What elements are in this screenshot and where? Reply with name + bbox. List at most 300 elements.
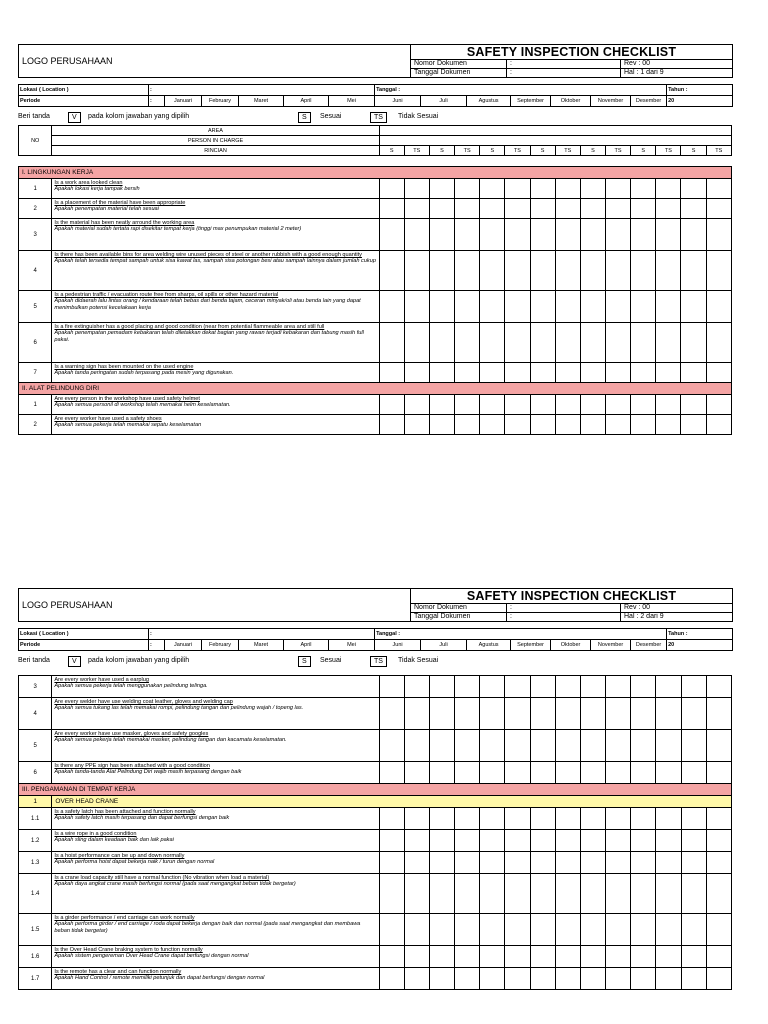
tidak-sesuai-check-cell[interactable] xyxy=(455,199,480,219)
tidak-sesuai-check-cell[interactable] xyxy=(706,363,731,383)
month-dec[interactable]: Desember xyxy=(631,96,667,107)
sesuai-check-cell[interactable] xyxy=(480,946,505,968)
sesuai-check-cell[interactable] xyxy=(681,762,706,784)
tidak-sesuai-check-cell[interactable] xyxy=(505,251,530,291)
tidak-sesuai-check-cell[interactable] xyxy=(555,395,580,415)
tidak-sesuai-check-cell[interactable] xyxy=(555,852,580,874)
tidak-sesuai-check-cell[interactable] xyxy=(555,291,580,323)
sesuai-check-cell[interactable] xyxy=(580,852,605,874)
sesuai-check-cell[interactable] xyxy=(379,323,404,363)
tidak-sesuai-check-cell[interactable] xyxy=(455,251,480,291)
tidak-sesuai-check-cell[interactable] xyxy=(706,676,731,698)
sesuai-check-cell[interactable] xyxy=(681,808,706,830)
tidak-sesuai-check-cell[interactable] xyxy=(455,698,480,730)
sesuai-check-cell[interactable] xyxy=(681,914,706,946)
sesuai-check-cell[interactable] xyxy=(379,219,404,251)
sesuai-check-cell[interactable] xyxy=(631,874,656,914)
sesuai-check-cell[interactable] xyxy=(379,730,404,762)
tidak-sesuai-check-cell[interactable] xyxy=(706,808,731,830)
sesuai-check-cell[interactable] xyxy=(480,698,505,730)
sesuai-check-cell[interactable] xyxy=(681,946,706,968)
tidak-sesuai-check-cell[interactable] xyxy=(555,415,580,435)
month-feb-2[interactable]: February xyxy=(202,640,239,651)
tidak-sesuai-check-cell[interactable] xyxy=(555,219,580,251)
sesuai-check-cell[interactable] xyxy=(429,968,454,990)
tidak-sesuai-check-cell[interactable] xyxy=(555,676,580,698)
sesuai-check-cell[interactable] xyxy=(530,808,555,830)
tidak-sesuai-check-cell[interactable] xyxy=(505,968,530,990)
tidak-sesuai-check-cell[interactable] xyxy=(505,415,530,435)
tidak-sesuai-check-cell[interactable] xyxy=(555,199,580,219)
tidak-sesuai-check-cell[interactable] xyxy=(706,395,731,415)
tidak-sesuai-check-cell[interactable] xyxy=(404,179,429,199)
tidak-sesuai-check-cell[interactable] xyxy=(404,830,429,852)
sesuai-check-cell[interactable] xyxy=(631,219,656,251)
tidak-sesuai-check-cell[interactable] xyxy=(606,730,631,762)
tidak-sesuai-check-cell[interactable] xyxy=(606,830,631,852)
sesuai-check-cell[interactable] xyxy=(580,323,605,363)
tidak-sesuai-check-cell[interactable] xyxy=(404,415,429,435)
tidak-sesuai-check-cell[interactable] xyxy=(455,852,480,874)
tidak-sesuai-check-cell[interactable] xyxy=(656,676,681,698)
sesuai-check-cell[interactable] xyxy=(379,808,404,830)
sesuai-check-cell[interactable] xyxy=(631,323,656,363)
sesuai-check-cell[interactable] xyxy=(530,730,555,762)
tidak-sesuai-check-cell[interactable] xyxy=(656,395,681,415)
tidak-sesuai-check-cell[interactable] xyxy=(505,914,530,946)
tidak-sesuai-check-cell[interactable] xyxy=(656,179,681,199)
sesuai-check-cell[interactable] xyxy=(530,395,555,415)
sesuai-check-cell[interactable] xyxy=(429,874,454,914)
sesuai-check-cell[interactable] xyxy=(580,395,605,415)
month-jul[interactable]: Juli xyxy=(421,96,467,107)
tidak-sesuai-check-cell[interactable] xyxy=(656,199,681,219)
month-feb[interactable]: February xyxy=(202,96,239,107)
tidak-sesuai-check-cell[interactable] xyxy=(505,219,530,251)
month-aug[interactable]: Agustus xyxy=(467,96,511,107)
sesuai-check-cell[interactable] xyxy=(580,874,605,914)
sesuai-check-cell[interactable] xyxy=(681,874,706,914)
tidak-sesuai-check-cell[interactable] xyxy=(606,914,631,946)
tidak-sesuai-check-cell[interactable] xyxy=(555,730,580,762)
tidak-sesuai-check-cell[interactable] xyxy=(404,914,429,946)
month-sep-2[interactable]: September xyxy=(511,640,551,651)
sesuai-check-cell[interactable] xyxy=(429,415,454,435)
tidak-sesuai-check-cell[interactable] xyxy=(706,968,731,990)
tidak-sesuai-check-cell[interactable] xyxy=(605,251,630,291)
sesuai-check-cell[interactable] xyxy=(429,808,454,830)
tidak-sesuai-check-cell[interactable] xyxy=(404,251,429,291)
tidak-sesuai-check-cell[interactable] xyxy=(404,698,429,730)
sesuai-check-cell[interactable] xyxy=(379,415,404,435)
sesuai-check-cell[interactable] xyxy=(429,251,454,291)
sesuai-check-cell[interactable] xyxy=(530,291,555,323)
sesuai-check-cell[interactable] xyxy=(631,291,656,323)
sesuai-check-cell[interactable] xyxy=(580,762,605,784)
tidak-sesuai-check-cell[interactable] xyxy=(404,323,429,363)
sesuai-check-cell[interactable] xyxy=(480,415,505,435)
tidak-sesuai-check-cell[interactable] xyxy=(455,808,480,830)
tidak-sesuai-check-cell[interactable] xyxy=(656,830,681,852)
month-jun[interactable]: Juni xyxy=(375,96,421,107)
tidak-sesuai-check-cell[interactable] xyxy=(505,762,530,784)
tidak-sesuai-check-cell[interactable] xyxy=(656,946,681,968)
tidak-sesuai-check-cell[interactable] xyxy=(605,219,630,251)
month-oct-2[interactable]: Oktober xyxy=(551,640,591,651)
sesuai-check-cell[interactable] xyxy=(681,698,706,730)
sesuai-check-cell[interactable] xyxy=(530,199,555,219)
tidak-sesuai-check-cell[interactable] xyxy=(555,968,580,990)
sesuai-check-cell[interactable] xyxy=(530,179,555,199)
tidak-sesuai-check-cell[interactable] xyxy=(555,830,580,852)
sesuai-check-cell[interactable] xyxy=(530,363,555,383)
tidak-sesuai-check-cell[interactable] xyxy=(404,199,429,219)
tidak-sesuai-check-cell[interactable] xyxy=(404,808,429,830)
tidak-sesuai-check-cell[interactable] xyxy=(606,676,631,698)
sesuai-check-cell[interactable] xyxy=(631,698,656,730)
tidak-sesuai-check-cell[interactable] xyxy=(404,730,429,762)
tidak-sesuai-check-cell[interactable] xyxy=(606,762,631,784)
sesuai-check-cell[interactable] xyxy=(580,730,605,762)
area-cells[interactable] xyxy=(379,126,731,136)
tidak-sesuai-check-cell[interactable] xyxy=(505,363,530,383)
tidak-sesuai-check-cell[interactable] xyxy=(656,323,681,363)
tidak-sesuai-check-cell[interactable] xyxy=(505,946,530,968)
sesuai-check-cell[interactable] xyxy=(379,179,404,199)
sesuai-check-cell[interactable] xyxy=(631,179,656,199)
sesuai-check-cell[interactable] xyxy=(429,852,454,874)
sesuai-check-cell[interactable] xyxy=(631,762,656,784)
tidak-sesuai-check-cell[interactable] xyxy=(455,946,480,968)
tidak-sesuai-check-cell[interactable] xyxy=(505,852,530,874)
tidak-sesuai-check-cell[interactable] xyxy=(455,730,480,762)
sesuai-check-cell[interactable] xyxy=(480,676,505,698)
tidak-sesuai-check-cell[interactable] xyxy=(706,730,731,762)
tidak-sesuai-check-cell[interactable] xyxy=(505,395,530,415)
sesuai-check-cell[interactable] xyxy=(681,415,706,435)
sesuai-check-cell[interactable] xyxy=(429,395,454,415)
tidak-sesuai-check-cell[interactable] xyxy=(656,698,681,730)
tidak-sesuai-check-cell[interactable] xyxy=(706,852,731,874)
tidak-sesuai-check-cell[interactable] xyxy=(706,415,731,435)
sesuai-check-cell[interactable] xyxy=(429,676,454,698)
tidak-sesuai-check-cell[interactable] xyxy=(505,291,530,323)
sesuai-check-cell[interactable] xyxy=(631,730,656,762)
tidak-sesuai-check-cell[interactable] xyxy=(605,291,630,323)
tidak-sesuai-check-cell[interactable] xyxy=(404,363,429,383)
tidak-sesuai-check-cell[interactable] xyxy=(656,914,681,946)
sesuai-check-cell[interactable] xyxy=(631,808,656,830)
tidak-sesuai-check-cell[interactable] xyxy=(706,830,731,852)
sesuai-check-cell[interactable] xyxy=(580,914,605,946)
sesuai-check-cell[interactable] xyxy=(480,730,505,762)
tidak-sesuai-check-cell[interactable] xyxy=(656,762,681,784)
sesuai-check-cell[interactable] xyxy=(480,808,505,830)
sesuai-check-cell[interactable] xyxy=(681,363,706,383)
sesuai-check-cell[interactable] xyxy=(429,762,454,784)
tidak-sesuai-check-cell[interactable] xyxy=(605,323,630,363)
month-mar[interactable]: Maret xyxy=(239,96,284,107)
tidak-sesuai-check-cell[interactable] xyxy=(656,852,681,874)
year-value[interactable]: 20 xyxy=(667,96,733,107)
sesuai-check-cell[interactable] xyxy=(580,830,605,852)
sesuai-check-cell[interactable] xyxy=(379,363,404,383)
sesuai-check-cell[interactable] xyxy=(480,219,505,251)
tidak-sesuai-check-cell[interactable] xyxy=(404,291,429,323)
sesuai-check-cell[interactable] xyxy=(631,676,656,698)
tidak-sesuai-check-cell[interactable] xyxy=(555,179,580,199)
tidak-sesuai-check-cell[interactable] xyxy=(455,179,480,199)
tidak-sesuai-check-cell[interactable] xyxy=(656,219,681,251)
sesuai-check-cell[interactable] xyxy=(580,251,605,291)
sesuai-check-cell[interactable] xyxy=(631,852,656,874)
tidak-sesuai-check-cell[interactable] xyxy=(706,698,731,730)
sesuai-check-cell[interactable] xyxy=(379,914,404,946)
month-oct[interactable]: Oktober xyxy=(551,96,591,107)
tidak-sesuai-check-cell[interactable] xyxy=(555,363,580,383)
sesuai-check-cell[interactable] xyxy=(480,291,505,323)
tidak-sesuai-check-cell[interactable] xyxy=(404,852,429,874)
sesuai-check-cell[interactable] xyxy=(530,946,555,968)
sesuai-check-cell[interactable] xyxy=(429,914,454,946)
sesuai-check-cell[interactable] xyxy=(429,219,454,251)
sesuai-check-cell[interactable] xyxy=(379,395,404,415)
sesuai-check-cell[interactable] xyxy=(429,830,454,852)
sesuai-check-cell[interactable] xyxy=(530,251,555,291)
tidak-sesuai-check-cell[interactable] xyxy=(656,874,681,914)
sesuai-check-cell[interactable] xyxy=(631,968,656,990)
tidak-sesuai-check-cell[interactable] xyxy=(555,251,580,291)
tidak-sesuai-check-cell[interactable] xyxy=(455,363,480,383)
sesuai-check-cell[interactable] xyxy=(631,395,656,415)
sesuai-check-cell[interactable] xyxy=(681,852,706,874)
tidak-sesuai-check-cell[interactable] xyxy=(605,199,630,219)
tidak-sesuai-check-cell[interactable] xyxy=(455,874,480,914)
sesuai-check-cell[interactable] xyxy=(530,874,555,914)
tidak-sesuai-check-cell[interactable] xyxy=(455,762,480,784)
tidak-sesuai-check-cell[interactable] xyxy=(656,363,681,383)
tidak-sesuai-check-cell[interactable] xyxy=(706,291,731,323)
sesuai-check-cell[interactable] xyxy=(580,698,605,730)
tidak-sesuai-check-cell[interactable] xyxy=(455,914,480,946)
sesuai-check-cell[interactable] xyxy=(580,363,605,383)
tidak-sesuai-check-cell[interactable] xyxy=(455,323,480,363)
tidak-sesuai-check-cell[interactable] xyxy=(505,676,530,698)
sesuai-check-cell[interactable] xyxy=(480,199,505,219)
tidak-sesuai-check-cell[interactable] xyxy=(455,219,480,251)
tidak-sesuai-check-cell[interactable] xyxy=(706,874,731,914)
sesuai-check-cell[interactable] xyxy=(480,395,505,415)
sesuai-check-cell[interactable] xyxy=(429,698,454,730)
sesuai-check-cell[interactable] xyxy=(681,676,706,698)
month-aug-2[interactable]: Agustus xyxy=(467,640,511,651)
tidak-sesuai-check-cell[interactable] xyxy=(706,946,731,968)
tidak-sesuai-check-cell[interactable] xyxy=(404,676,429,698)
tidak-sesuai-check-cell[interactable] xyxy=(706,199,731,219)
sesuai-check-cell[interactable] xyxy=(580,199,605,219)
tidak-sesuai-check-cell[interactable] xyxy=(404,946,429,968)
sesuai-check-cell[interactable] xyxy=(530,762,555,784)
sesuai-check-cell[interactable] xyxy=(379,830,404,852)
location-value[interactable]: : xyxy=(149,85,375,96)
tidak-sesuai-check-cell[interactable] xyxy=(605,363,630,383)
tidak-sesuai-check-cell[interactable] xyxy=(656,730,681,762)
tidak-sesuai-check-cell[interactable] xyxy=(404,219,429,251)
sesuai-check-cell[interactable] xyxy=(480,363,505,383)
tidak-sesuai-check-cell[interactable] xyxy=(555,874,580,914)
tidak-sesuai-check-cell[interactable] xyxy=(706,251,731,291)
month-sep[interactable]: September xyxy=(511,96,551,107)
tidak-sesuai-check-cell[interactable] xyxy=(404,968,429,990)
sesuai-check-cell[interactable] xyxy=(429,199,454,219)
tidak-sesuai-check-cell[interactable] xyxy=(455,395,480,415)
tidak-sesuai-check-cell[interactable] xyxy=(505,323,530,363)
sesuai-check-cell[interactable] xyxy=(530,323,555,363)
sesuai-check-cell[interactable] xyxy=(580,808,605,830)
tidak-sesuai-check-cell[interactable] xyxy=(606,874,631,914)
month-may[interactable]: Mei xyxy=(329,96,375,107)
tidak-sesuai-check-cell[interactable] xyxy=(706,914,731,946)
sesuai-check-cell[interactable] xyxy=(681,323,706,363)
sesuai-check-cell[interactable] xyxy=(681,395,706,415)
sesuai-check-cell[interactable] xyxy=(480,914,505,946)
tidak-sesuai-check-cell[interactable] xyxy=(505,808,530,830)
location-value-2[interactable]: : xyxy=(149,629,375,640)
sesuai-check-cell[interactable] xyxy=(429,291,454,323)
sesuai-check-cell[interactable] xyxy=(379,946,404,968)
tidak-sesuai-check-cell[interactable] xyxy=(656,808,681,830)
sesuai-check-cell[interactable] xyxy=(379,199,404,219)
sesuai-check-cell[interactable] xyxy=(530,676,555,698)
sesuai-check-cell[interactable] xyxy=(631,199,656,219)
tidak-sesuai-check-cell[interactable] xyxy=(404,762,429,784)
tidak-sesuai-check-cell[interactable] xyxy=(505,874,530,914)
tidak-sesuai-check-cell[interactable] xyxy=(455,415,480,435)
tidak-sesuai-check-cell[interactable] xyxy=(505,830,530,852)
sesuai-check-cell[interactable] xyxy=(480,251,505,291)
sesuai-check-cell[interactable] xyxy=(580,219,605,251)
sesuai-check-cell[interactable] xyxy=(631,830,656,852)
sesuai-check-cell[interactable] xyxy=(631,415,656,435)
tidak-sesuai-check-cell[interactable] xyxy=(706,219,731,251)
tidak-sesuai-check-cell[interactable] xyxy=(606,808,631,830)
tidak-sesuai-check-cell[interactable] xyxy=(606,968,631,990)
tidak-sesuai-check-cell[interactable] xyxy=(555,946,580,968)
sesuai-check-cell[interactable] xyxy=(530,852,555,874)
sesuai-check-cell[interactable] xyxy=(379,698,404,730)
tidak-sesuai-check-cell[interactable] xyxy=(606,852,631,874)
sesuai-check-cell[interactable] xyxy=(429,179,454,199)
tidak-sesuai-check-cell[interactable] xyxy=(605,179,630,199)
sesuai-check-cell[interactable] xyxy=(631,363,656,383)
sesuai-check-cell[interactable] xyxy=(631,946,656,968)
sesuai-check-cell[interactable] xyxy=(480,762,505,784)
month-dec-2[interactable]: Desember xyxy=(631,640,667,651)
month-may-2[interactable]: Mei xyxy=(329,640,375,651)
sesuai-check-cell[interactable] xyxy=(379,291,404,323)
tidak-sesuai-check-cell[interactable] xyxy=(706,179,731,199)
sesuai-check-cell[interactable] xyxy=(379,676,404,698)
sesuai-check-cell[interactable] xyxy=(681,968,706,990)
sesuai-check-cell[interactable] xyxy=(681,251,706,291)
date-label[interactable]: Tanggal : xyxy=(375,85,667,96)
sesuai-check-cell[interactable] xyxy=(429,946,454,968)
tidak-sesuai-check-cell[interactable] xyxy=(455,291,480,323)
tidak-sesuai-check-cell[interactable] xyxy=(555,762,580,784)
tidak-sesuai-check-cell[interactable] xyxy=(455,968,480,990)
sesuai-check-cell[interactable] xyxy=(530,219,555,251)
sesuai-check-cell[interactable] xyxy=(681,291,706,323)
sesuai-check-cell[interactable] xyxy=(480,179,505,199)
sesuai-check-cell[interactable] xyxy=(580,676,605,698)
tidak-sesuai-check-cell[interactable] xyxy=(505,730,530,762)
month-nov-2[interactable]: November xyxy=(591,640,631,651)
month-nov[interactable]: November xyxy=(591,96,631,107)
tidak-sesuai-check-cell[interactable] xyxy=(505,199,530,219)
sesuai-check-cell[interactable] xyxy=(429,730,454,762)
tidak-sesuai-check-cell[interactable] xyxy=(505,179,530,199)
tidak-sesuai-check-cell[interactable] xyxy=(606,698,631,730)
month-mar-2[interactable]: Maret xyxy=(239,640,284,651)
month-apr[interactable]: April xyxy=(284,96,329,107)
pic-cells[interactable] xyxy=(379,136,731,146)
sesuai-check-cell[interactable] xyxy=(580,968,605,990)
sesuai-check-cell[interactable] xyxy=(379,968,404,990)
month-jul-2[interactable]: Juli xyxy=(421,640,467,651)
month-jun-2[interactable]: Juni xyxy=(375,640,421,651)
tidak-sesuai-check-cell[interactable] xyxy=(455,830,480,852)
sesuai-check-cell[interactable] xyxy=(480,874,505,914)
sesuai-check-cell[interactable] xyxy=(631,914,656,946)
sesuai-check-cell[interactable] xyxy=(580,946,605,968)
sesuai-check-cell[interactable] xyxy=(379,251,404,291)
tidak-sesuai-check-cell[interactable] xyxy=(555,914,580,946)
month-jan[interactable]: Januari xyxy=(165,96,202,107)
tidak-sesuai-check-cell[interactable] xyxy=(605,395,630,415)
tidak-sesuai-check-cell[interactable] xyxy=(404,395,429,415)
sesuai-check-cell[interactable] xyxy=(480,323,505,363)
sesuai-check-cell[interactable] xyxy=(530,698,555,730)
sesuai-check-cell[interactable] xyxy=(530,914,555,946)
tidak-sesuai-check-cell[interactable] xyxy=(505,698,530,730)
sesuai-check-cell[interactable] xyxy=(530,968,555,990)
tidak-sesuai-check-cell[interactable] xyxy=(656,251,681,291)
tidak-sesuai-check-cell[interactable] xyxy=(555,323,580,363)
tidak-sesuai-check-cell[interactable] xyxy=(706,762,731,784)
month-apr-2[interactable]: April xyxy=(284,640,329,651)
sesuai-check-cell[interactable] xyxy=(681,830,706,852)
sesuai-check-cell[interactable] xyxy=(530,830,555,852)
tidak-sesuai-check-cell[interactable] xyxy=(656,291,681,323)
sesuai-check-cell[interactable] xyxy=(681,730,706,762)
sesuai-check-cell[interactable] xyxy=(429,363,454,383)
sesuai-check-cell[interactable] xyxy=(681,199,706,219)
sesuai-check-cell[interactable] xyxy=(480,830,505,852)
tidak-sesuai-check-cell[interactable] xyxy=(555,698,580,730)
tidak-sesuai-check-cell[interactable] xyxy=(555,808,580,830)
tidak-sesuai-check-cell[interactable] xyxy=(404,874,429,914)
sesuai-check-cell[interactable] xyxy=(681,179,706,199)
sesuai-check-cell[interactable] xyxy=(681,219,706,251)
year-value-2[interactable]: 20 xyxy=(667,640,733,651)
tidak-sesuai-check-cell[interactable] xyxy=(605,415,630,435)
sesuai-check-cell[interactable] xyxy=(580,179,605,199)
sesuai-check-cell[interactable] xyxy=(480,968,505,990)
sesuai-check-cell[interactable] xyxy=(379,852,404,874)
date-label-2[interactable]: Tanggal : xyxy=(375,629,667,640)
sesuai-check-cell[interactable] xyxy=(631,251,656,291)
sesuai-check-cell[interactable] xyxy=(379,762,404,784)
